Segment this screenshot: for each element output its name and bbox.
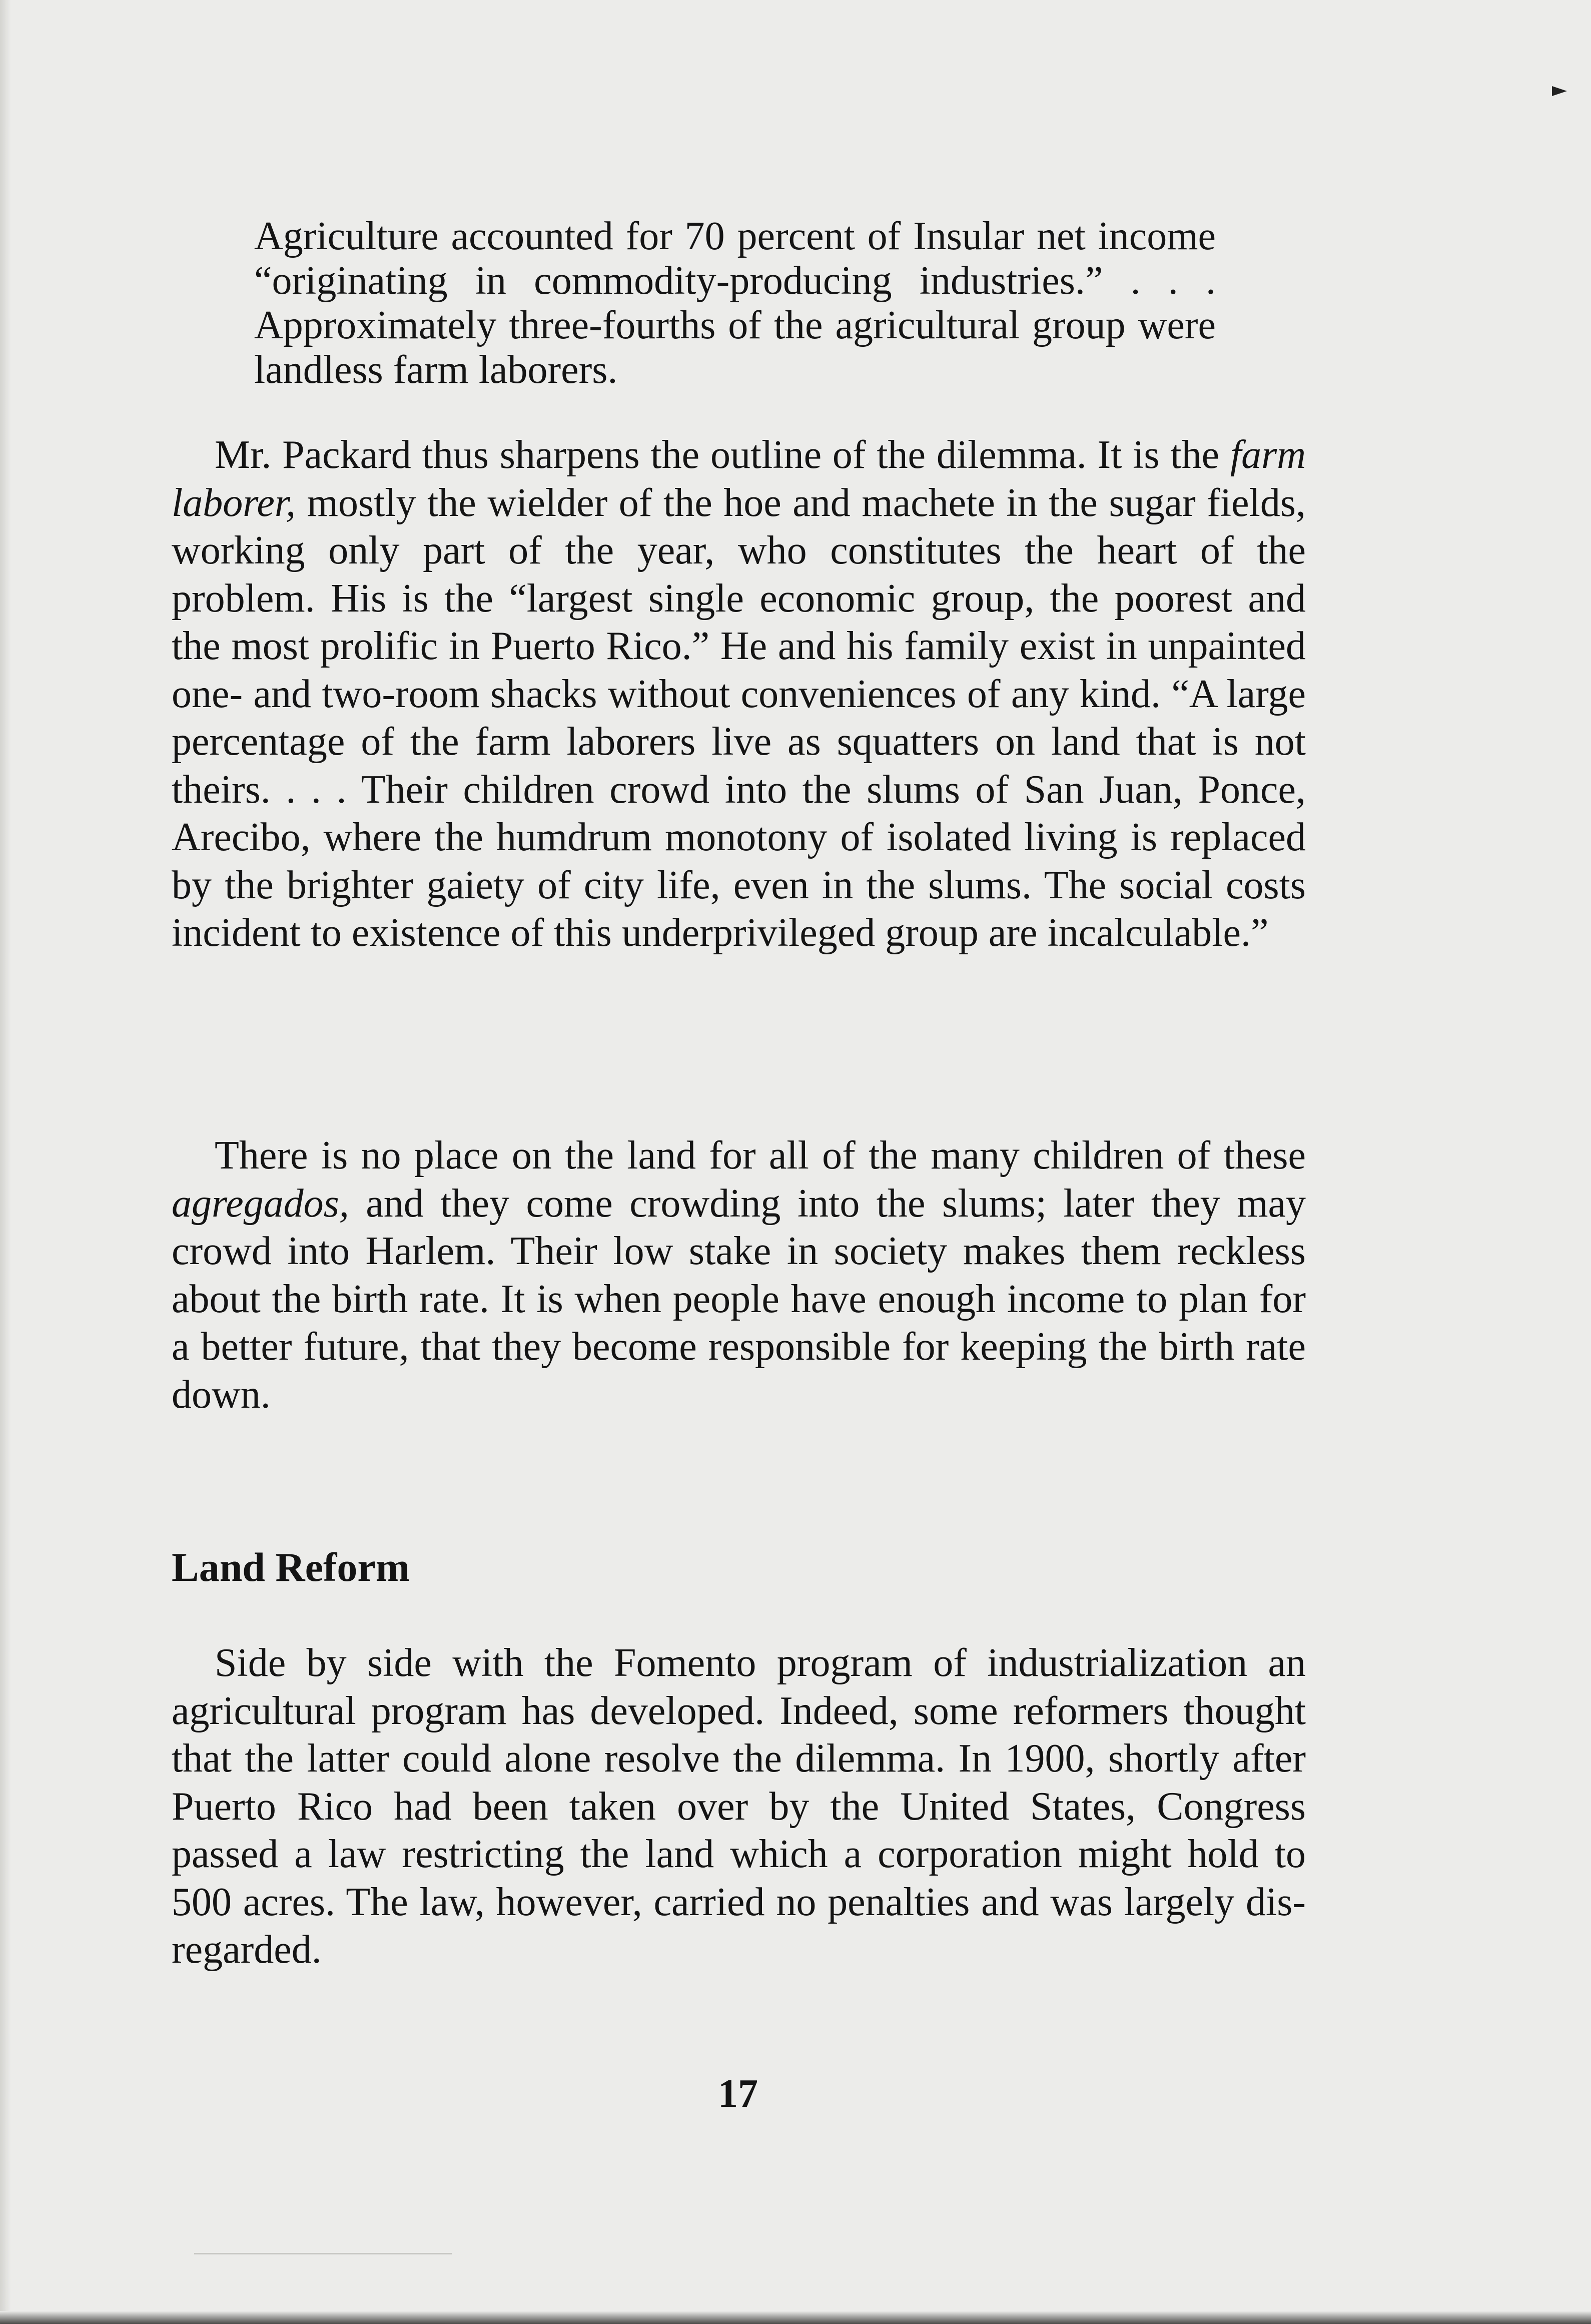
page-number: 17 (718, 2072, 758, 2116)
block-quote-text: Agriculture accounted for 70 percent of Insular net income “originating in commodity-producing industries.” . . . Approximately three-fourths of the agricultural group were landless farm laborers. (254, 214, 1216, 392)
paragraph-packard-text-start: Mr. Packard thus sharpens the outline of the dilemma. It is the (215, 433, 1230, 477)
block-quote (254, 214, 1216, 392)
paragraph-land-reform-text: Side by side with the Fomento program of industrialization an agricultural program has developed. Indeed, some reformers thought that the latter could alone resolve the dilemma. In 1900, shortly after Puerto Rico had been taken over by the United States, Congress passed a law restricting the land which a corporation might hold to 500 acres. The law, however, carried no penalties and was largely disregarded. (172, 1641, 1306, 1972)
italic-agregados: agregados, (172, 1181, 349, 1226)
paragraph-packard-text-end: mostly the wielder of the hoe and machete in the sugar fields, working only part of the year, who constitutes the heart of the problem. His is the “largest single economic group, the poorest and the most prolific in Puerto Rico.” He and his family exist in unpainted one- and two-room shacks without conveniences of any kind. “A large percentage of the farm laborers live as squatters on land that is not theirs. . . . Their children crowd into the slums of San Juan, Ponce, Arecibo, where the humdrum monotony of isolated living is replaced by the brighter gaiety of city life, even in the slums. The social costs incident to existence of this underprivileged group are incalculable.” (172, 480, 1306, 955)
margin-mark (1552, 86, 1567, 96)
paragraph-packard-text (172, 431, 1306, 957)
paragraph-agregados-text-end: and they come crowding into the slums; later they may crowd into Harlem. Their low stake in society makes them reckless about the birth rate. It is when people have enough income to plan for a better future, that they become responsible for keeping the birth rate down. (172, 1181, 1306, 1417)
paragraph-agregados-text-start: There is no place on the land for all of the many children of these (215, 1133, 1306, 1178)
italic-farm-laborer: farm laborer, (172, 433, 1306, 525)
scan-shadow-left (0, 0, 11, 2324)
paragraph-agregados-text (172, 1132, 1306, 1419)
paragraph-packard (172, 431, 1306, 957)
paragraph-agregados (172, 1132, 1306, 1419)
paragraph-land-reform (172, 1639, 1306, 1974)
scan-shadow-bottom (0, 2311, 1591, 2324)
section-heading: Land Reform (172, 1544, 410, 1590)
footer-rule (194, 2253, 452, 2254)
